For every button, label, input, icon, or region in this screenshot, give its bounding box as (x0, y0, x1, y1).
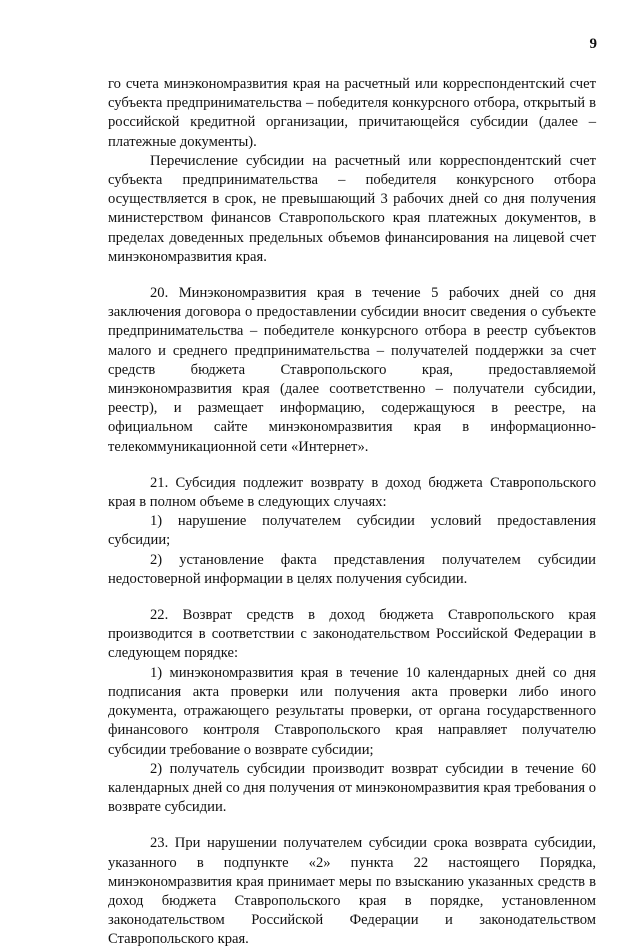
document-body (108, 75, 596, 950)
paragraph-continuation: го счета минэкономразвития края на расчетный или корреспондентский счет субъекта предпринимательства – победителя конкурсного отбора, открытый в российской кредитной организации, причитающейся субсидии (далее – платежные документы). (108, 76, 596, 150)
page-number: 9 (589, 36, 597, 52)
paragraph-transfer-terms: Перечисление субсидии на расчетный или корреспондентский счет субъекта предпринимательства – победителя конкурсного отбора осуществляется в срок, не превышающий 3 рабочих дней со дня получения министерством финансов Ставропольского края платежных документов, в пределах доведенных предельных объемов финансирования на лицевой счет минэкономразвития края. (108, 152, 596, 265)
paragraph-21-item-1: 1) нарушение получателем субсидии условий предоставления субсидии; (108, 513, 596, 549)
paragraph-20: 20. Минэкономразвития края в течение 5 рабочих дней со дня заключения договора о предоставлении субсидии вносит сведения о субъекте предпринимательства – победителе конкурсного отбора в реестр субъектов малого и среднего предпринимательства – получателей поддержки за счет средств бюджета Ставропольского края, предоставляемой минэкономразвития края (далее соответственно – получатели субсидии, реестр), и размещает информацию, содержащуюся в реестре, на официальном сайте минэкономразвития края в информационно-телекоммуникационной сети «Интернет». (108, 285, 596, 455)
paragraph-22-item-2: 2) получатель субсидии производит возврат субсидии в течение 60 календарных дней со дня получения от минэкономразвития края требования о возврате субсидии. (108, 760, 596, 816)
paragraph-21: 21. Субсидия подлежит возврату в доход бюджета Ставропольского края в полном объеме в следующих случаях: (108, 474, 596, 511)
paragraph-21-item-2: 2) установление факта представления получателем субсидии недостоверной информации в целях получения субсидии. (108, 551, 596, 587)
paragraph-22: 22. Возврат средств в доход бюджета Ставропольского края производится в соответствии с законодательством Российской Федерации в следующем порядке: (108, 607, 596, 662)
paragraph-22-item-1: 1) минэкономразвития края в течение 10 календарных дней со дня подписания акта проверки или получения акта проверки либо иного документа, отражающего результаты проверки, от органа государственного финансового контроля Ставропольского края направляет получателю субсидии требование о возврате субсидии; (108, 664, 596, 758)
paragraph-23: 23. При нарушении получателем субсидии срока возврата субсидии, указанного в подпункте «2» пункта 22 настоящего Порядка, минэкономразвития края принимает меры по взысканию указанных средств в доход бюджета Ставропольского края в порядке, установленном законодательством Российской Федерации и законодательством Ставропольского края. (108, 835, 596, 948)
